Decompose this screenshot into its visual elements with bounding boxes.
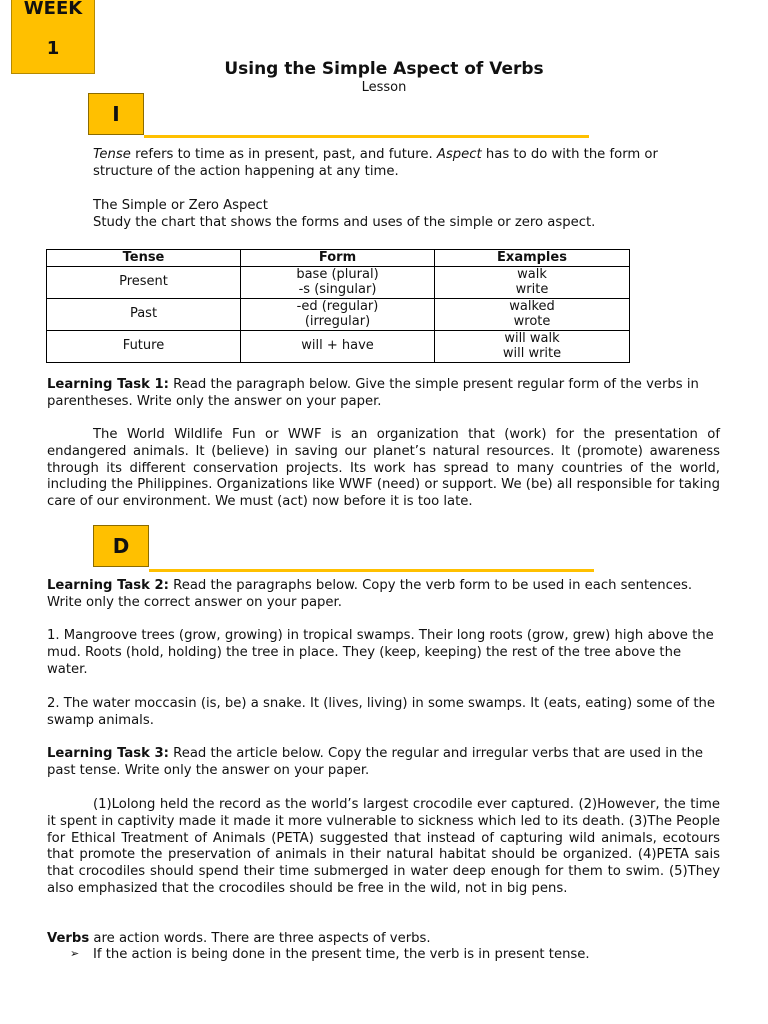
task2-item-2: 2. The water moccasin (is, be) a snake. It (lives, living) in some swamps. It (eats, eating) some of the swamp animals. — [47, 696, 715, 728]
table-header-row — [47, 250, 630, 267]
task3-paragraph: (1)Lolong held the record as the world’s largest crocodile ever captured. (2)However, the time it spent in captivity made it made it more vulnerable to sickness which led to its death. (3)The People for Ethical Treatment of Animals (PETA) suggested that instead of capturing wild animals, ecotours that promote the preservation of animals in their natural habitat should be organized. (4)PETA sais that crocodiles should spend their time submerged in water deep enough for them to swim. (5)They also emphasized that the crocodiles should be free in the wild, not in big pens. — [47, 797, 720, 896]
task1-paragraph: The World Wildlife Fun or WWF is an organization that (work) for the presentation of endangered animals. It (believe) in saving our planet’s natural resources. It (promote) awareness through its different conservation projects. Its work has spread to many countries of the world, including the Philippines. Organizations like WWF (need) or support. We (be) all responsible for taking care of our environment. We must (act) now before it is too late. — [47, 427, 720, 510]
tense-cell: Present — [47, 266, 241, 298]
verbs-bullet: If the action is being done in the present time, the verb is in present tense. — [93, 947, 590, 962]
task1-label: Learning Task 1: — [47, 377, 169, 392]
examples-cell — [435, 266, 630, 298]
task1-instruction — [47, 377, 720, 411]
column-header: Form — [241, 250, 435, 267]
example-line: walked — [509, 298, 555, 314]
verbs-text: are action words. There are three aspects of verbs. — [89, 931, 431, 946]
task3-instruction — [47, 746, 720, 780]
week-label: WEEK — [23, 0, 83, 19]
section-i-rule — [144, 135, 589, 138]
examples-cell — [435, 330, 630, 362]
section-d-letter: D — [112, 534, 130, 558]
simple-aspect-heading: The Simple or Zero Aspect — [93, 198, 268, 213]
task2-label: Learning Task 2: — [47, 578, 169, 593]
verbs-definition — [47, 931, 720, 948]
intro-text-2: has to do with the form or structure of the action happening at any time. — [93, 147, 658, 179]
example-line: write — [515, 282, 549, 297]
example-line: will walk — [504, 330, 560, 346]
form-cell — [241, 298, 435, 330]
task2-text: Read the paragraphs below. Copy the verb form to be used in each sentences. Write only the correct answer on your paper. — [47, 578, 693, 610]
page-title: Using the Simple Aspect of Verbs — [224, 59, 544, 79]
form-line: (irregular) — [304, 314, 371, 329]
table-row — [47, 298, 630, 330]
verbs-term: Verbs — [47, 931, 90, 946]
section-d-rule — [149, 569, 594, 572]
form-cell — [241, 330, 435, 362]
form-line: base (plural) — [296, 266, 379, 282]
section-i-badge — [88, 93, 144, 135]
term-aspect: Aspect — [436, 147, 482, 162]
column-header: Examples — [435, 250, 630, 267]
form-line: will + have — [301, 338, 374, 354]
table-row — [47, 330, 630, 362]
tense-cell: Future — [47, 330, 241, 362]
term-tense: Tense — [93, 147, 131, 162]
example-line: walk — [517, 266, 547, 282]
example-line: wrote — [513, 314, 551, 329]
table-row — [47, 266, 630, 298]
form-line: -s (singular) — [298, 282, 377, 297]
page-subtitle: Lesson — [361, 80, 407, 95]
column-header: Tense — [47, 250, 241, 267]
task1-text: Read the paragraph below. Give the simple present regular form of the verbs in parentheses. Write only the answer on your paper. — [47, 377, 699, 409]
week-number: 1 — [46, 38, 60, 59]
task3-text: Read the article below. Copy the regular and irregular verbs that are used in the past tense. Write only the answer on your paper. — [47, 746, 704, 778]
section-i-letter: I — [112, 102, 120, 126]
task2-instruction — [47, 578, 720, 612]
intro-paragraph — [93, 147, 673, 181]
section-d-badge — [93, 525, 149, 567]
example-line: will write — [502, 346, 562, 361]
task2-item-1: 1. Mangroove trees (grow, growing) in tropical swamps. Their long roots (grow, grew) high above the mud. Roots (hold, holding) the tree in place. They (keep, keeping) the rest of the tree above the water. — [47, 628, 714, 677]
examples-cell — [435, 298, 630, 330]
bullet-arrow-icon: ➢ — [70, 947, 80, 960]
tense-cell: Past — [47, 298, 241, 330]
form-line: -ed (regular) — [296, 298, 379, 314]
form-cell — [241, 266, 435, 298]
intro-text-1: refers to time as in present, past, and future. — [130, 147, 437, 162]
aspect-table — [46, 249, 630, 363]
chart-instruction: Study the chart that shows the forms and uses of the simple or zero aspect. — [93, 215, 596, 230]
task3-label: Learning Task 3: — [47, 746, 169, 761]
